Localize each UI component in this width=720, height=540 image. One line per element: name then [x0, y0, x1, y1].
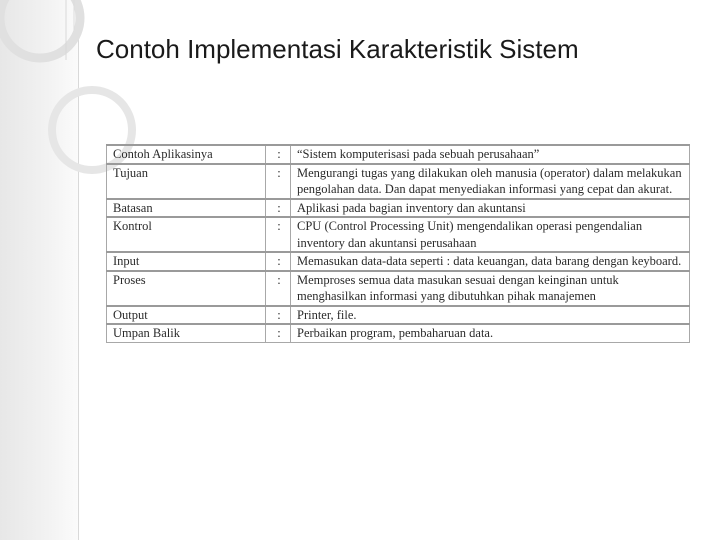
row-separator: : — [266, 271, 291, 306]
row-separator: : — [266, 252, 291, 271]
row-separator: : — [266, 199, 291, 218]
row-label: Input — [107, 252, 266, 271]
row-label: Contoh Aplikasinya — [107, 145, 266, 164]
characteristics-table — [106, 144, 690, 343]
table-row — [107, 145, 690, 164]
row-separator: : — [266, 217, 291, 252]
table-row — [107, 164, 690, 199]
row-value: Memasukan data-data seperti : data keuangan, data barang dengan keyboard. — [291, 252, 690, 271]
table-row — [107, 324, 690, 342]
row-value: Mengurangi tugas yang dilakukan oleh manusia (operator) dalam melakukan pengolahan data. Dan dapat menyediakan informasi yang cepat dan akurat. — [291, 164, 690, 199]
row-value: “Sistem komputerisasi pada sebuah perusahaan” — [291, 145, 690, 164]
table-row — [107, 199, 690, 218]
table-row — [107, 271, 690, 306]
table-row — [107, 217, 690, 252]
row-separator: : — [266, 145, 291, 164]
row-value: Memproses semua data masukan sesuai dengan keinginan untuk menghasilkan informasi yang dibutuhkan pihak manajemen — [291, 271, 690, 306]
row-value: Aplikasi pada bagian inventory dan akuntansi — [291, 199, 690, 218]
row-label: Output — [107, 306, 266, 325]
row-separator: : — [266, 324, 291, 342]
table-row — [107, 252, 690, 271]
row-label: Umpan Balik — [107, 324, 266, 342]
row-value: Perbaikan program, pembaharuan data. — [291, 324, 690, 342]
row-value: Printer, file. — [291, 306, 690, 325]
row-label: Proses — [107, 271, 266, 306]
slide-title: Contoh Implementasi Karakteristik Sistem — [96, 34, 579, 64]
row-label: Tujuan — [107, 164, 266, 199]
row-separator: : — [266, 306, 291, 325]
row-separator: : — [266, 164, 291, 199]
row-value: CPU (Control Processing Unit) mengendalikan operasi pengendalian inventory dan akuntansi perusahaan — [291, 217, 690, 252]
table-row — [107, 306, 690, 325]
row-label: Kontrol — [107, 217, 266, 252]
row-label: Batasan — [107, 199, 266, 218]
